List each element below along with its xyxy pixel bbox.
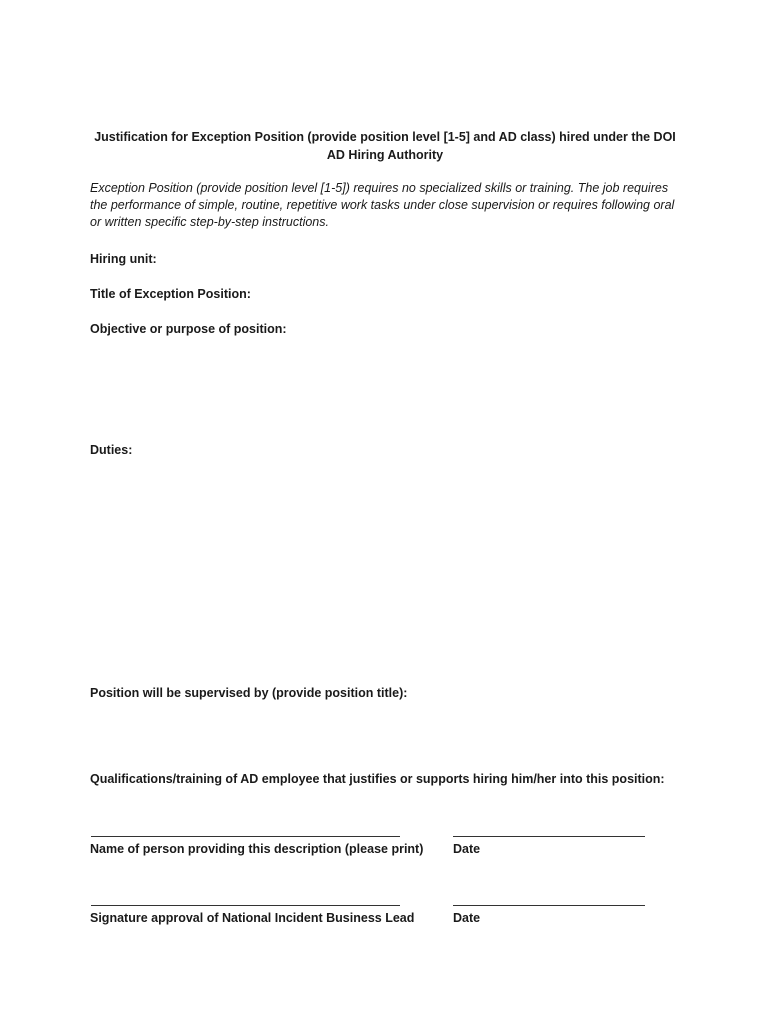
qualifications-label: Qualifications/training of AD employee that justifies or supports hiring him/her into this position: <box>90 772 665 786</box>
date-label-1: Date <box>453 842 481 856</box>
objective-label: Objective or purpose of position: <box>90 322 287 336</box>
supervised-by-label: Position will be supervised by (provide position title): <box>90 686 408 700</box>
date-line-1 <box>453 836 645 837</box>
hiring-unit-label: Hiring unit: <box>90 252 157 266</box>
name-signature-line <box>91 836 400 837</box>
name-label: Name of person providing this description (please print) <box>90 842 424 856</box>
intro-paragraph: Exception Position (provide position level [1-5]) requires no specialized skills or training. The job requires the performance of simple, routine, repetitive work tasks under close supervision or requires following oral or written specific step-by-step instructions. <box>90 181 675 229</box>
date-label-2: Date <box>453 911 481 925</box>
duties-label: Duties: <box>90 443 133 457</box>
approval-signature-line <box>91 905 400 906</box>
position-title-label: Title of Exception Position: <box>90 287 251 301</box>
document-title: Justification for Exception Position (provide position level [1-5] and AD class) hired under the DOI AD Hiring Authority <box>94 130 676 162</box>
signature-approval-label: Signature approval of National Incident Business Lead <box>90 911 415 925</box>
date-line-2 <box>453 905 645 906</box>
